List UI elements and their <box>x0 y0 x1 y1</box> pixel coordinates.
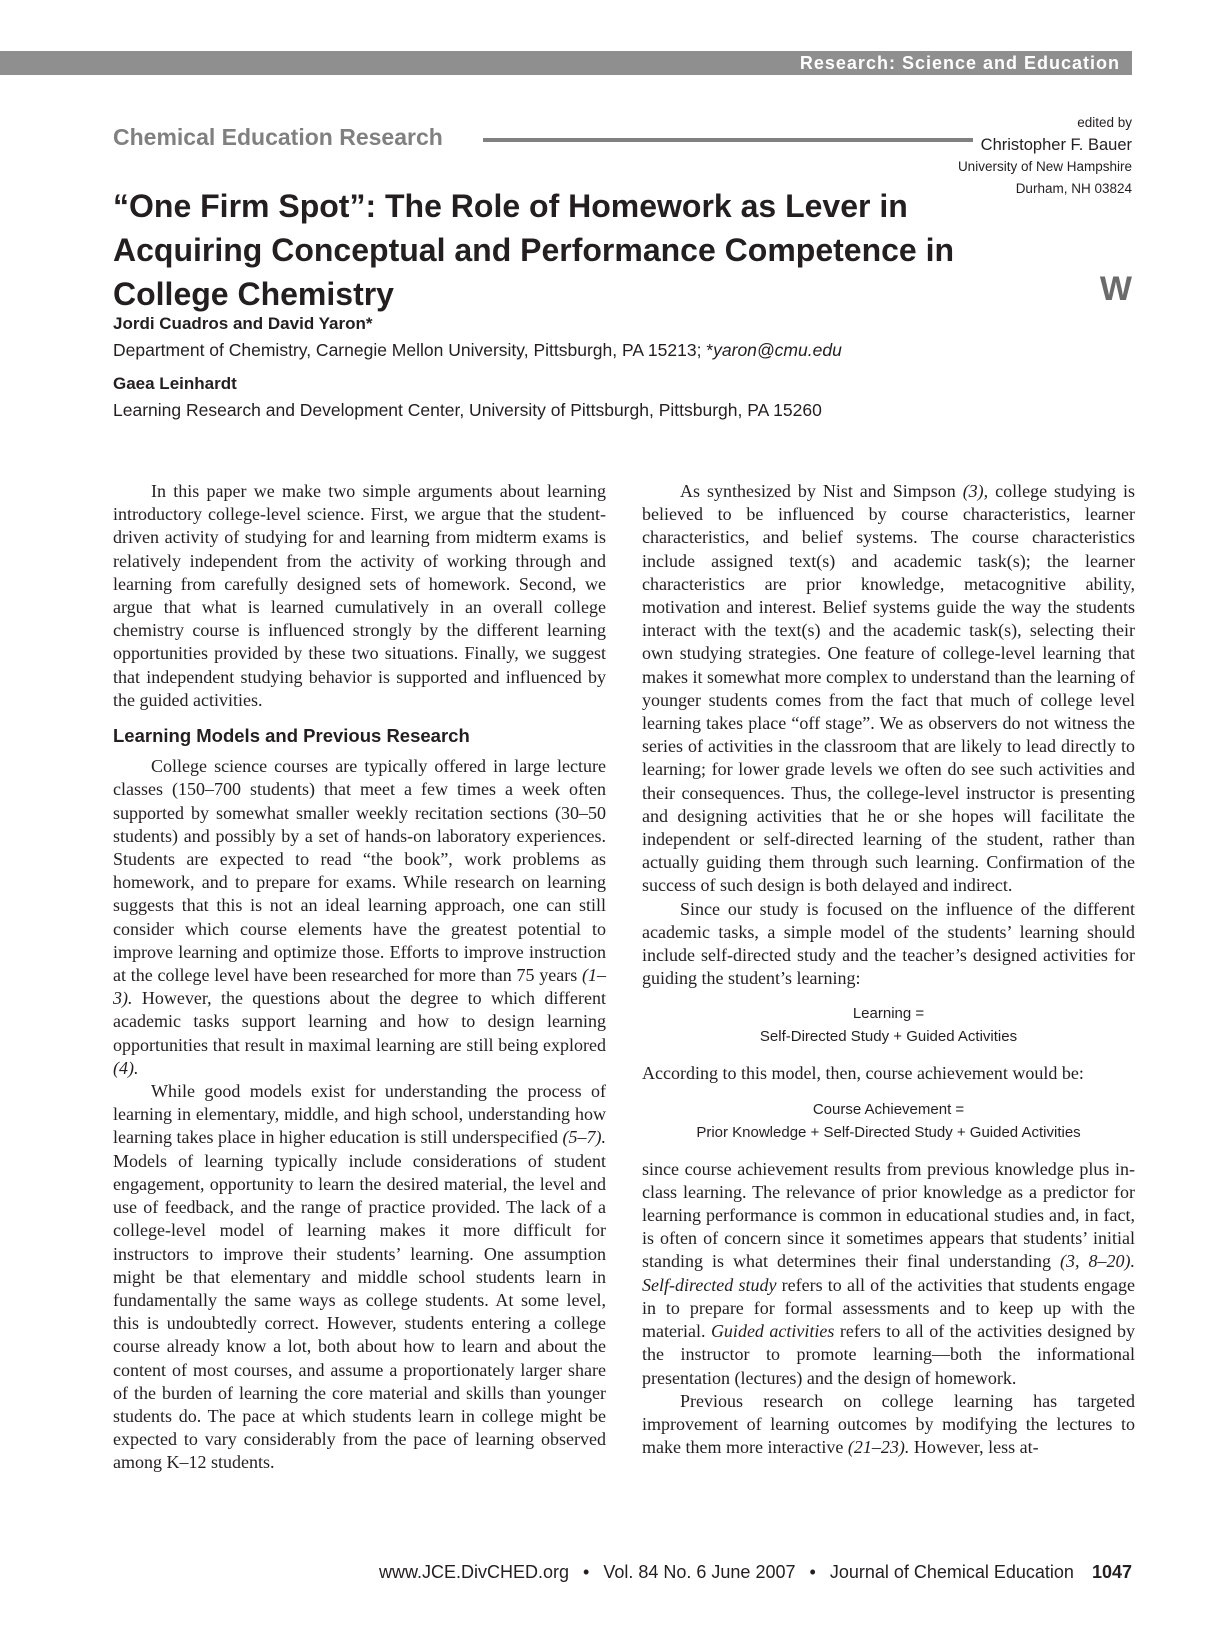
paragraph-models: While good models exist for understanding the process of learning in elementary, middle, and high school, understanding how learning takes place in higher education is still underspecified (5–7). Models of learning typically include considerations of student engagement, opportunity to learn the desired material, the level and use of feedback, and the range of practice provided. The lack of a college-level model of learning makes it more difficult for instructors to improve their students’ learning. One assumption might be that elementary and middle school students learn in fundamentally the same ways as college students. At some level, this is undoubtedly correct. However, students entering a college course already know a lot, both about how to learn and about the content of most courses, and assume a proportionately larger share of the burden of learning the core material and skills than younger students do. The pace at which students learn in college might be expected to vary considerably from the pace of learning observed among K–12 students. <box>113 1081 606 1473</box>
equation-learning: Learning = Self-Directed Study + Guided Activities <box>759 1005 1018 1046</box>
web-enhanced-icon: W <box>1099 270 1132 308</box>
equation-course-achievement: Course Achievement = Prior Knowledge + Self-Directed Study + Guided Activities <box>696 1100 1081 1141</box>
body-column-right <box>642 480 1135 1459</box>
edited-by-label: edited by <box>1077 115 1132 130</box>
footer-issue: Vol. 84 No. 6 June 2007 <box>603 1562 796 1582</box>
editor-institution: University of New Hampshire <box>957 159 1132 174</box>
citation: (1–3). <box>113 965 606 1009</box>
paragraph-achievement: According to this model, then, course achievement would be: <box>642 1063 1084 1084</box>
citation: (4). <box>113 1057 139 1078</box>
paragraph-intro: In this paper we make two simple arguments about learning introductory college-level science. First, we argue that the student-driven activity of studying for and learning from midterm exams is relatively independent from the activity of working through and learning from carefully designed sets of homework. Second, we argue that what is learned cumulatively in an overall college chemistry course is influenced strongly by the different learning opportunities provided by these two situations. Finally, we suggest that independent studying behavior is supported and influenced by the guided activities. <box>113 481 606 710</box>
editor-name: Christopher F. Bauer <box>980 136 1132 154</box>
authors-primary: Jordi Cuadros and David Yaron* <box>113 314 373 333</box>
paragraph-course-structure: College science courses are typically offered in large lecture classes (150–700 students) that meet a few times a week often supported by somewhat smaller weekly recitation sections (30–50 students) and possibly by a set of hands-on laboratory experiences. Students are expected to read “the book”, work problems as homework, and to prepare for exams. While research on learning suggests that this is not an ideal learning approach, one can still consider which course elements have the greatest potential to improve learning and optimize those. Efforts to improve instruction at the college level have been researched for more than 75 years (1–3). However, the questions about the degree to which different academic tasks support learning and how to design learning opportunities that result in maximal learning are still being explored (4). <box>113 756 606 1078</box>
editor-location: Durham, NH 03824 <box>1015 181 1132 196</box>
citation: (21–23). <box>847 1437 910 1458</box>
authors-secondary: Gaea Leinhardt <box>113 374 237 393</box>
section-heading: Learning Models and Previous Research <box>113 725 470 747</box>
journal-section-bar <box>0 51 1132 75</box>
paragraph-nist-simpson: As synthesized by Nist and Simpson (3), college studying is believed to be influenced by course characteristics, learner characteristics, and belief systems. The course characteristics include assigned text(s) and academic task(s); the learner characteristics are prior knowledge, metacognitive ability, motivation and interest. Belief systems guide the way the students interact with the text(s) and the academic task(s), selecting their own studying strategies. One feature of college-level learning that makes it somewhat more complex to understand than the learning of younger students comes from the fact that much of college level learning takes place “off stage”. We as observers do not witness the series of activities in the classroom that are likely to lead directly to learning; for lower grade levels we often do see such activities and their consequences. Thus, the college-level instructor is presenting and designing activities that he or she hopes will facilitate the independent or self-directed learning of the student, rather than actually guiding them through such learning. Confirmation of the success of such design is both delayed and indirect. <box>642 481 1136 896</box>
page-footer: www.JCE.DivCHED.org • Vol. 84 No. 6 June 2007 • Journal of Chemical Education 1047 <box>379 1562 1132 1582</box>
paragraph-model-intro: Since our study is focused on the influence of the different academic tasks, a simple model of the students’ learning should include self-directed study and the teacher’s designed activities for guiding the student’s learning: <box>642 898 1135 989</box>
section-rule <box>483 138 973 142</box>
journal-section-label: Research: Science and Education <box>799 53 1120 73</box>
footer-journal: Journal of Chemical Education <box>829 1562 1074 1582</box>
citation: (3, 8–20). <box>1059 1251 1135 1272</box>
affiliation-secondary: Learning Research and Development Center, University of Pittsburgh, Pittsburgh, PA 15260 <box>113 400 822 420</box>
body-column-left <box>113 480 606 1475</box>
citation: (5–7). <box>562 1127 606 1148</box>
article-title: “One Firm Spot”: The Role of Homework as Lever in Acquiring Conceptual and Performance Competence in College Chemistry <box>113 188 955 312</box>
affiliation-primary-text: Department of Chemistry, Carnegie Mellon University, Pittsburgh, PA 15213; * <box>113 340 714 360</box>
section-label: Chemical Education Research <box>113 124 443 150</box>
footer-website[interactable]: www.JCE.DivCHED.org <box>379 1562 570 1582</box>
author-email[interactable]: yaron@cmu.edu <box>713 340 842 360</box>
paragraph-previous-research: Previous research on college learning has targeted improvement of learning outcomes by modifying the lectures to make them more interactive (21–23). However, less at- <box>642 1390 1135 1458</box>
affiliation-primary <box>113 340 842 361</box>
paragraph-prior-knowledge: since course achievement results from previous knowledge plus in-class learning. The relevance of prior knowledge as a predictor for learning performance is common in educational studies and, in fact, is often of concern since it sometimes appears that students’ initial standing is what determines their final understanding (3, 8–20). Self-directed study refers to all of the activities that students engage in to prepare for formal assessments and to keep up with the material. Guided activities refers to all of the activities designed by the instructor to promote learning—both the informational presentation (lectures) and the design of homework. <box>642 1158 1136 1388</box>
page-number: 1047 <box>1091 1562 1132 1582</box>
citation: (3), <box>962 481 989 501</box>
